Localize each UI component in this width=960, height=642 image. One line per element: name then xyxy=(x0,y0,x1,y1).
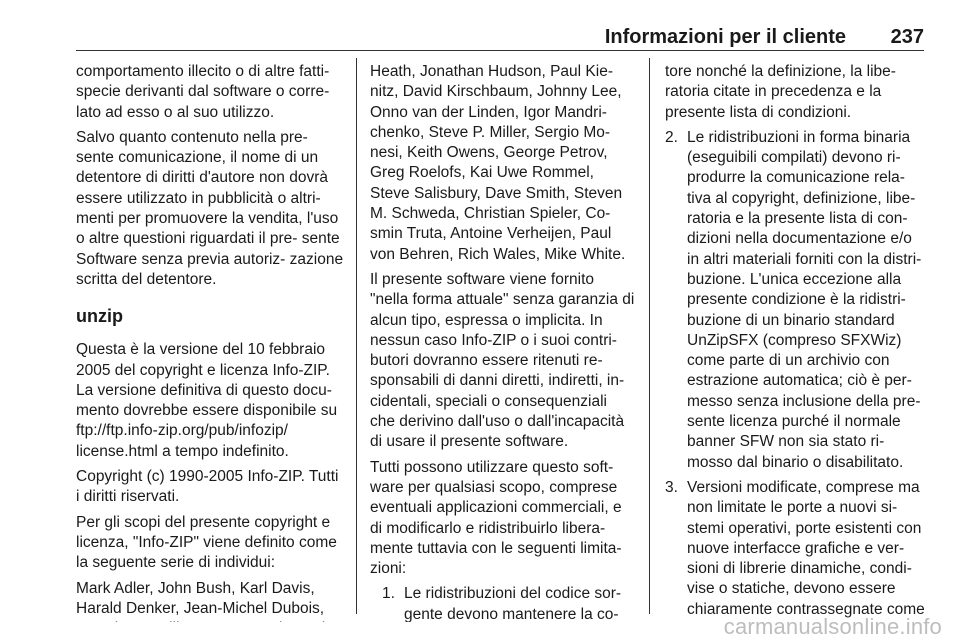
text-column-2 xyxy=(370,62,636,622)
list-item-continuation: tore nonché la definizione, la libe- ratoria citate in precedenza e la presente lista di condizioni. xyxy=(665,63,896,121)
page-title: Informazioni per il cliente xyxy=(604,26,846,48)
list-item xyxy=(665,128,927,473)
paragraph: Tutti possono utilizzare questo soft- ware per qualsiasi scopo, comprese eventuali applicazioni commerciali, e di modificarlo e ridistribuirlo libera- mente tuttavia con le seguenti limita- zioni: xyxy=(370,458,622,578)
list-item xyxy=(665,478,927,622)
text-column-1 xyxy=(76,62,346,622)
column-divider-2 xyxy=(649,58,650,614)
list-item-text: Le ridistribuzioni in forma binaria (eseguibili compilati) devono ri- produrre la comunicazione rela- tiva al copyright, definizione, libe- ratoria e la presente lista di con- dizioni nella documentazione e/o in altri materiali forniti con la distri- buzione. L'unica eccezione alla presente condizione è la ridistri- buzione di un binario standard UnZipSFX (compreso SFXWiz) come parte di un archivio con estrazione automatica; ciò è per- messo senza inclusione della pre- sente licenza purché il normale banner SFW non sia stato ri- mosso dal binario o disabilitato. xyxy=(687,128,922,471)
paragraph: Mark Adler, John Bush, Karl Davis, Harald Denker, Jean-Michel Dubois, xyxy=(76,579,325,617)
paragraph: Per gli scopi del presente copyright e licenza, "Info-ZIP" viene definito come la seguente serie di individui: xyxy=(76,513,337,572)
text-column-3 xyxy=(665,62,927,622)
watermark: carmanualsonline.info xyxy=(723,614,942,639)
list-item-text: Versioni modificate, comprese ma non limitate le porte a nuovi si- stemi operativi, porte esistenti con nuove interfacce grafiche e ver- sioni di librerie dinamiche, condi- vise o statiche, devono essere chiaramente contrassegnate come xyxy=(687,478,925,618)
paragraph: comportamento illecito o di altre fatti- specie derivanti dal software o corre- lato ad esso o al suo utilizzo. xyxy=(76,63,330,121)
paragraph: Salvo quanto contenuto nella pre- sente comunicazione, il nome di un detentore di diritti d'autore non dovrà essere utilizzato in pubblicità o altri- menti per promuovere la vendita, l'uso o altre questioni riguardati il pre- sente Software senza previa autoriz- zazione scritta del detentore. xyxy=(76,128,344,288)
paragraph: Copyright (c) 1990-2005 Info-ZIP. Tutti i diritti riservati. xyxy=(76,468,339,506)
column-divider-1 xyxy=(356,58,357,614)
paragraph: Il presente software viene fornito "nella forma attuale" senza garanzia di alcun tipo, espressa o implicita. In nessun caso Info-ZIP o i suoi contri- butori dovranno essere ritenuti re- sponsabili di danni diretti, indiretti, in- cidentali, speciali o consequenziali che derivino dall'uso o dall'incapacità di usare il presente software. xyxy=(370,270,635,451)
page-number: 237 xyxy=(890,26,924,48)
list-item-number: 3. xyxy=(665,478,678,496)
paragraph: Heath, Jonathan Hudson, Paul Kie- nitz, David Kirschbaum, Johnny Lee, Onno van der Linden, Igor Mandri- chenko, Steve P. Miller, Sergio Mo- nesi, Keith Owens, George Petrov, Greg Roelofs, Kai Uwe Rommel, Steve Salisbury, Dave Smith, Steven M. Schweda, Christian Spieler, Co- smin Truta, Antoine Verheijen, Paul von Behren, Rich Wales, Mike White. xyxy=(370,63,626,263)
page-header xyxy=(76,20,924,51)
paragraph: Questa è la versione del 10 febbraio 2005 del copyright e licenza Info-ZIP. La versione definitiva di questo docu- mento dovrebbe essere disponibile su ftp://ftp.info-zip.org/pub/infozip/ license.html a tempo indefinito. xyxy=(76,341,338,460)
list-item xyxy=(382,584,636,622)
list-item-number: 1. xyxy=(382,585,395,603)
section-heading-unzip: unzip xyxy=(76,306,123,327)
list-item-text: Le ridistribuzioni del codice sor- gente devono mantenere la co- xyxy=(404,585,622,622)
list-item-number: 2. xyxy=(665,128,678,146)
